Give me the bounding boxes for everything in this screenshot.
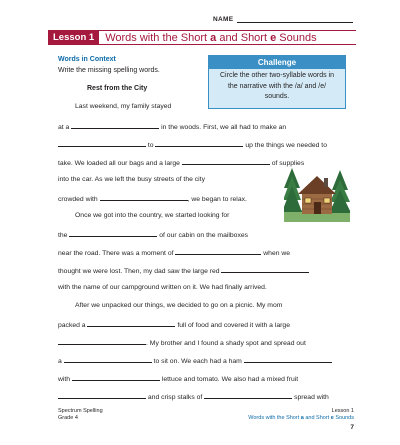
- story-line-12: [75, 302, 282, 309]
- story-text: . My brother and I found a shady spot and spread out: [146, 340, 306, 347]
- story-text: lettuce and tomato. We also had a mixed fruit: [161, 376, 299, 383]
- story-text: After we unpacked our things, we decided to go on a picnic. My mom: [75, 302, 283, 309]
- page-number: 7: [350, 424, 354, 431]
- story-line-8: [58, 230, 248, 239]
- answer-blank[interactable]: [64, 356, 152, 363]
- cabin-door: [314, 202, 321, 214]
- story-text: spread with: [294, 394, 329, 401]
- cabin-roof: [298, 176, 336, 194]
- challenge-box: [208, 55, 346, 109]
- story-text: up the things we needed to: [245, 142, 327, 149]
- footer-left: [58, 408, 103, 422]
- story-line-10: [58, 266, 309, 275]
- lesson-title: [105, 32, 316, 44]
- challenge-text: Circle the other two-syllable words in the narrative with the /a/ and /e/ sounds.: [220, 72, 334, 100]
- instructions: Write the missing spelling words.: [58, 67, 160, 74]
- story-text: Last weekend, my family stayed: [75, 103, 172, 110]
- footer-grade: Grade 4: [58, 415, 78, 421]
- story-text: of supplies: [271, 160, 305, 167]
- challenge-heading: Challenge: [209, 56, 345, 69]
- answer-blank[interactable]: [175, 248, 261, 255]
- story-text: at a: [58, 124, 70, 131]
- footer-lesson-title: [248, 415, 354, 422]
- lesson-title-bar: [48, 30, 356, 45]
- lesson-badge: Lesson 1: [48, 30, 99, 45]
- answer-blank[interactable]: [72, 374, 160, 381]
- name-label: NAME: [213, 16, 234, 23]
- answer-blank[interactable]: [58, 338, 146, 345]
- answer-blank[interactable]: [100, 194, 188, 201]
- story-text: thought we were lost. Then, my dad saw the large red: [58, 268, 220, 275]
- story-line-1: [75, 103, 171, 110]
- story-text: into the car. As we left the busy streets of the city: [58, 176, 205, 183]
- story-line-13: [58, 320, 290, 329]
- story-line-16: [58, 374, 298, 383]
- footer-right: [248, 408, 354, 422]
- story-text: with: [58, 376, 71, 383]
- answer-blank[interactable]: [58, 140, 146, 147]
- story-line-17: [58, 392, 329, 401]
- story-text: with the name of our campground written on it. We had finally arrived.: [58, 284, 267, 291]
- answer-blank[interactable]: [204, 392, 292, 399]
- answer-blank[interactable]: [244, 356, 332, 363]
- cabin-window: [324, 198, 330, 203]
- answer-blank[interactable]: [221, 266, 309, 273]
- answer-blank[interactable]: [182, 158, 270, 165]
- answer-blank[interactable]: [155, 140, 243, 147]
- story-text: , we began to relax.: [187, 196, 247, 203]
- footer-sub-vowel-e: e: [330, 415, 334, 421]
- answer-blank[interactable]: [58, 392, 146, 399]
- section-heading: Words in Context: [58, 56, 116, 63]
- title-vowel-a: a: [210, 31, 217, 44]
- story-text: crowded with: [58, 196, 98, 203]
- footer-lesson: Lesson 1: [331, 408, 354, 414]
- story-text: to: [147, 142, 154, 149]
- story-line-6: [58, 194, 247, 203]
- story-text: a: [58, 358, 62, 365]
- answer-blank[interactable]: [71, 122, 159, 129]
- title-prefix: Words with the Short: [105, 31, 211, 44]
- answer-blank[interactable]: [69, 230, 157, 237]
- title-suffix: Sounds: [276, 31, 317, 44]
- title-vowel-e: e: [270, 31, 277, 44]
- name-field: [213, 13, 353, 23]
- answer-blank[interactable]: [87, 320, 175, 327]
- story-text: and crisp stalks of: [147, 394, 203, 401]
- story-line-4: [58, 158, 304, 167]
- story-line-14: [58, 338, 306, 347]
- story-text: take. We loaded all our bags and a large: [58, 160, 180, 167]
- footer-book: Spectrum Spelling: [58, 408, 103, 414]
- story-line-11: [58, 284, 267, 291]
- story-line-3: [58, 140, 327, 149]
- story-text: packed a: [58, 322, 86, 329]
- cabin-illustration: [284, 166, 350, 222]
- story-text: when we: [263, 250, 291, 257]
- story-text: of our cabin on the mailboxes: [159, 232, 249, 239]
- chimney: [324, 178, 328, 187]
- footer-sub-text: Sounds: [333, 415, 354, 421]
- cabin-window: [305, 198, 311, 203]
- story-text: Once we got into the country, we started looking for: [75, 212, 230, 219]
- footer-sub-text: Words with the Short: [248, 415, 301, 421]
- story-text: in the woods. First, we all had to make an: [161, 124, 287, 131]
- story-line-7: [75, 212, 229, 219]
- story-text: near the road. There was a moment of: [58, 250, 174, 257]
- story-text: full of food and covered it with a large: [177, 322, 290, 329]
- name-write-line: [237, 15, 353, 23]
- story-line-5: [58, 176, 205, 183]
- footer-sub-vowel-a: a: [300, 415, 304, 421]
- story-text: the: [58, 232, 68, 239]
- story-line-2: [58, 122, 286, 131]
- footer-sub-text: and Short: [303, 415, 331, 421]
- story-title: Rest from the City: [87, 85, 148, 92]
- story-line-9: [58, 248, 290, 257]
- story-line-15: [58, 356, 332, 365]
- story-text: to sit on. We each had a ham: [153, 358, 242, 365]
- title-middle: and Short: [216, 31, 271, 44]
